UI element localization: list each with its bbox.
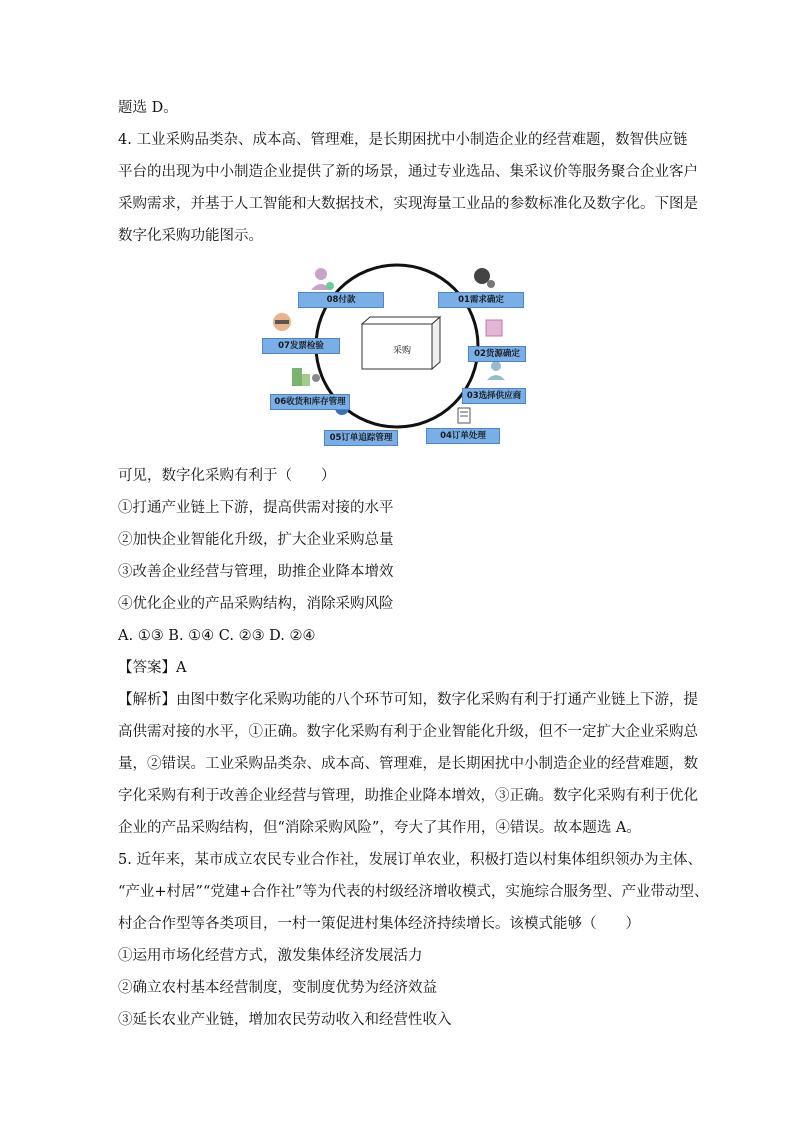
analysis-line: 字化采购有利于改善企业经营与管理，助推企业降本增效，③正确。数字化采购有利于优化 bbox=[118, 788, 698, 804]
step-05: 05订单追踪管理 bbox=[324, 430, 398, 446]
step-07: 07发票检验 bbox=[262, 338, 340, 354]
flowchart-icon bbox=[486, 320, 502, 336]
globe-gear-icon bbox=[474, 268, 495, 288]
step-01: 01需求确定 bbox=[438, 292, 524, 308]
step-03: 03选择供应商 bbox=[462, 388, 526, 404]
document-icon bbox=[458, 408, 470, 423]
answer: 【答案】A bbox=[118, 660, 187, 676]
center-label: 采购 bbox=[393, 346, 412, 356]
step-06: 06收货和库存管理 bbox=[270, 394, 350, 410]
text-line: 采购需求，并基于人工智能和大数据技术，实现海量工业品的参数标准化及数字化。下图是 bbox=[118, 196, 698, 212]
text-line: 题选 D。 bbox=[118, 100, 178, 116]
procurement-diagram bbox=[262, 262, 524, 450]
q5-option-1: ①运用市场化经营方式，激发集体经济发展活力 bbox=[118, 948, 423, 964]
text-line: 平台的出现为中小制造企业提供了新的场景，通过专业选品、集采议价等服务聚合企业客户 bbox=[118, 164, 698, 180]
analysis-line: 高供需对接的水平，①正确。数字化采购有利于企业智能化升级，但不一定扩大企业采购总 bbox=[118, 724, 698, 740]
supplier-user-icon bbox=[487, 361, 505, 380]
q5-option-2: ②确立农村基本经营制度，变制度优势为经济效益 bbox=[118, 980, 437, 996]
question-stem: 可见，数字化采购有利于（ ） bbox=[118, 468, 336, 484]
analysis-line: 【解析】由图中数字化采购功能的八个环节可知，数字化采购有利于打通产业链上下游，提 bbox=[118, 692, 698, 708]
step-02: 02货源确定 bbox=[468, 346, 526, 362]
analysis-line: 量，②错误。工业采购品类杂、成本高、管理难，是长期困扰中小制造企业的经营难题，数 bbox=[118, 756, 698, 772]
inspector-icon bbox=[273, 313, 291, 331]
analysis-line: 企业的产品采购结构，但“消除采购风险”，夸大了其作用，④错误。故本题选 A。 bbox=[118, 820, 641, 836]
option-2: ②加快企业智能化升级，扩大企业采购总量 bbox=[118, 532, 394, 548]
q5-option-3: ③延长农业产业链，增加农民劳动收入和经营性收入 bbox=[118, 1012, 452, 1028]
text-line: 4. 工业采购品类杂、成本高、管理难，是长期困扰中小制造企业的经营难题，数智供应链 bbox=[118, 132, 688, 148]
step-04: 04订单处理 bbox=[426, 428, 500, 444]
q5-line: 5. 近年来，某市成立农民专业合作社，发展订单农业，积极打造以村集体组织领办为主体、 bbox=[118, 852, 702, 868]
step-08: 08付款 bbox=[298, 292, 384, 308]
q5-line: “产业+村居”“党建+合作社”等为代表的村级经济增收模式，实施综合服务型、产业带动型、 bbox=[118, 884, 709, 900]
option-4: ④优化企业的产品采购结构，消除采购风险 bbox=[118, 596, 394, 612]
option-1: ①打通产业链上下游，提高供需对接的水平 bbox=[118, 500, 394, 516]
payment-user-icon bbox=[311, 268, 334, 290]
q5-line: 村企合作型等各类项目，一村一策促进村集体经济持续增长。该模式能够（ ） bbox=[118, 916, 640, 932]
warehouse-icon bbox=[292, 368, 320, 386]
text-line: 数字化采购功能图示。 bbox=[118, 228, 263, 244]
choices: A. ①③ B. ①④ C. ②③ D. ②④ bbox=[118, 628, 316, 644]
option-3: ③改善企业经营与管理，助推企业降本增效 bbox=[118, 564, 394, 580]
